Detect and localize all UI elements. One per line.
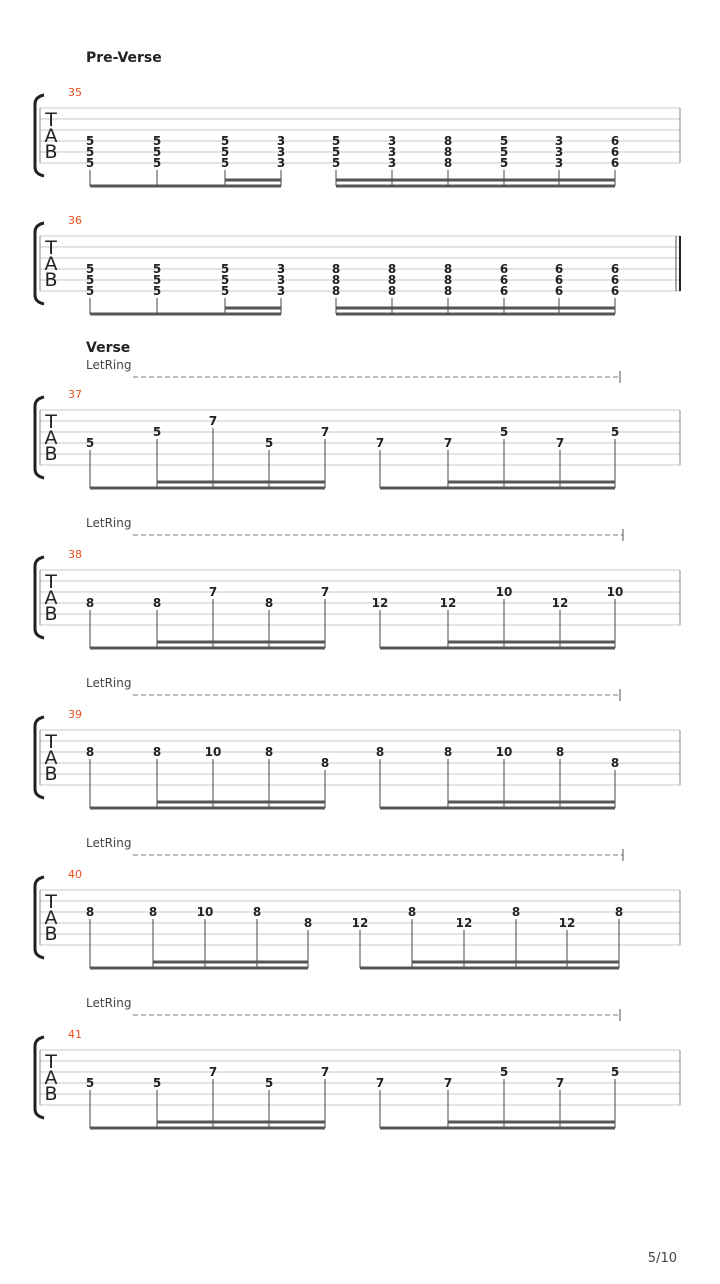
tab-clef-letter: B [44, 603, 58, 625]
fret-number: 5 [264, 1076, 274, 1090]
fret-number: 3 [554, 145, 564, 159]
fret-number: 12 [558, 916, 576, 930]
fret-number: 10 [495, 585, 513, 599]
fret-number: 8 [264, 745, 274, 759]
measure-number: 39 [68, 708, 82, 721]
fret-number: 8 [443, 284, 453, 298]
fret-number: 5 [85, 134, 95, 148]
fret-number: 5 [152, 1076, 162, 1090]
fret-number: 3 [387, 134, 397, 148]
fret-number: 6 [610, 273, 620, 287]
fret-number: 5 [499, 156, 509, 170]
tab-clef-letter: A [44, 587, 58, 609]
fret-number: 6 [610, 156, 620, 170]
fret-number: 7 [443, 436, 453, 450]
fret-number: 8 [443, 262, 453, 276]
fret-number: 6 [554, 262, 564, 276]
fret-number: 5 [152, 425, 162, 439]
fret-number: 8 [614, 905, 624, 919]
let-ring-label: LetRing [86, 996, 132, 1010]
fret-number: 5 [610, 425, 620, 439]
fret-number: 5 [264, 436, 274, 450]
tab-clef-letter: T [45, 109, 57, 131]
fret-number: 5 [85, 156, 95, 170]
section-title: Pre-Verse [86, 50, 162, 66]
tab-clef-letter: T [45, 237, 57, 259]
fret-number: 12 [371, 596, 389, 610]
fret-number: 8 [387, 262, 397, 276]
fret-number: 8 [152, 745, 162, 759]
fret-number: 5 [85, 273, 95, 287]
fret-number: 8 [264, 596, 274, 610]
fret-number: 5 [152, 134, 162, 148]
page-number: 5/10 [647, 1251, 677, 1266]
fret-number: 5 [85, 262, 95, 276]
fret-number: 5 [85, 1076, 95, 1090]
let-ring-label: LetRing [86, 516, 132, 530]
fret-number: 8 [148, 905, 158, 919]
fret-number: 7 [320, 1065, 330, 1079]
fret-number: 5 [499, 1065, 509, 1079]
fret-number: 8 [387, 273, 397, 287]
tab-clef-letter: T [45, 731, 57, 753]
fret-number: 7 [320, 425, 330, 439]
fret-number: 6 [554, 284, 564, 298]
fret-number: 7 [375, 1076, 385, 1090]
let-ring-label: LetRing [86, 358, 132, 372]
fret-number: 8 [331, 284, 341, 298]
fret-number: 3 [276, 145, 286, 159]
fret-number: 8 [443, 745, 453, 759]
fret-number: 5 [152, 273, 162, 287]
fret-number: 5 [152, 145, 162, 159]
tab-clef-letter: A [44, 1067, 58, 1089]
tab-clef-letter: B [44, 269, 58, 291]
tab-clef-letter: B [44, 923, 58, 945]
tab-clef-letter: A [44, 427, 58, 449]
fret-number: 12 [439, 596, 457, 610]
fret-number: 8 [443, 273, 453, 287]
fret-number: 5 [610, 1065, 620, 1079]
fret-number: 7 [555, 436, 565, 450]
fret-number: 12 [455, 916, 473, 930]
tab-clef-letter: B [44, 763, 58, 785]
fret-number: 7 [208, 414, 218, 428]
fret-number: 3 [554, 156, 564, 170]
fret-number: 3 [276, 273, 286, 287]
fret-number: 5 [331, 134, 341, 148]
fret-number: 8 [331, 262, 341, 276]
fret-number: 8 [303, 916, 313, 930]
tab-clef-letter: T [45, 411, 57, 433]
measure-number: 35 [68, 86, 82, 99]
fret-number: 7 [320, 585, 330, 599]
fret-number: 8 [85, 745, 95, 759]
fret-number: 3 [387, 156, 397, 170]
fret-number: 6 [610, 284, 620, 298]
fret-number: 3 [387, 145, 397, 159]
fret-number: 5 [85, 436, 95, 450]
fret-number: 5 [85, 284, 95, 298]
fret-number: 3 [276, 134, 286, 148]
fret-number: 12 [551, 596, 569, 610]
fret-number: 8 [610, 756, 620, 770]
tab-clef-letter: B [44, 1083, 58, 1105]
fret-number: 5 [220, 134, 230, 148]
fret-number: 3 [554, 134, 564, 148]
tab-clef-letter: A [44, 747, 58, 769]
fret-number: 7 [208, 585, 218, 599]
fret-number: 8 [85, 596, 95, 610]
fret-number: 8 [555, 745, 565, 759]
section-title: Verse [86, 340, 131, 356]
fret-number: 6 [610, 134, 620, 148]
fret-number: 10 [495, 745, 513, 759]
measure-number: 36 [68, 214, 82, 227]
fret-number: 10 [204, 745, 222, 759]
let-ring-label: LetRing [86, 676, 132, 690]
fret-number: 7 [375, 436, 385, 450]
tab-clef-letter: T [45, 891, 57, 913]
fret-number: 8 [443, 134, 453, 148]
fret-number: 5 [499, 425, 509, 439]
tab-clef-letter: B [44, 141, 58, 163]
fret-number: 5 [331, 156, 341, 170]
fret-number: 8 [375, 745, 385, 759]
fret-number: 8 [511, 905, 521, 919]
fret-number: 10 [606, 585, 624, 599]
fret-number: 6 [499, 273, 509, 287]
fret-number: 8 [152, 596, 162, 610]
fret-number: 3 [276, 156, 286, 170]
measure-number: 37 [68, 388, 82, 401]
fret-number: 3 [276, 284, 286, 298]
fret-number: 10 [196, 905, 214, 919]
fret-number: 12 [351, 916, 369, 930]
fret-number: 6 [499, 262, 509, 276]
fret-number: 7 [555, 1076, 565, 1090]
fret-number: 5 [499, 134, 509, 148]
measure-number: 38 [68, 548, 82, 561]
fret-number: 8 [407, 905, 417, 919]
fret-number: 6 [499, 284, 509, 298]
fret-number: 5 [85, 145, 95, 159]
fret-number: 8 [252, 905, 262, 919]
fret-number: 5 [152, 262, 162, 276]
measure-number: 41 [68, 1028, 82, 1041]
tab-clef-letter: T [45, 571, 57, 593]
tab-clef-letter: B [44, 443, 58, 465]
fret-number: 8 [443, 145, 453, 159]
fret-number: 8 [85, 905, 95, 919]
fret-number: 5 [220, 145, 230, 159]
fret-number: 3 [276, 262, 286, 276]
tab-clef-letter: T [45, 1051, 57, 1073]
fret-number: 5 [499, 145, 509, 159]
fret-number: 5 [220, 284, 230, 298]
tab-clef-letter: A [44, 125, 58, 147]
fret-number: 5 [220, 156, 230, 170]
fret-number: 8 [331, 273, 341, 287]
fret-number: 5 [331, 145, 341, 159]
tab-clef-letter: A [44, 253, 58, 275]
fret-number: 8 [443, 156, 453, 170]
tab-clef-letter: A [44, 907, 58, 929]
fret-number: 8 [387, 284, 397, 298]
measure-number: 40 [68, 868, 82, 881]
fret-number: 5 [220, 273, 230, 287]
fret-number: 6 [610, 262, 620, 276]
fret-number: 5 [152, 156, 162, 170]
fret-number: 7 [208, 1065, 218, 1079]
fret-number: 6 [610, 145, 620, 159]
fret-number: 7 [443, 1076, 453, 1090]
fret-number: 5 [152, 284, 162, 298]
fret-number: 6 [554, 273, 564, 287]
fret-number: 8 [320, 756, 330, 770]
fret-number: 5 [220, 262, 230, 276]
let-ring-label: LetRing [86, 836, 132, 850]
